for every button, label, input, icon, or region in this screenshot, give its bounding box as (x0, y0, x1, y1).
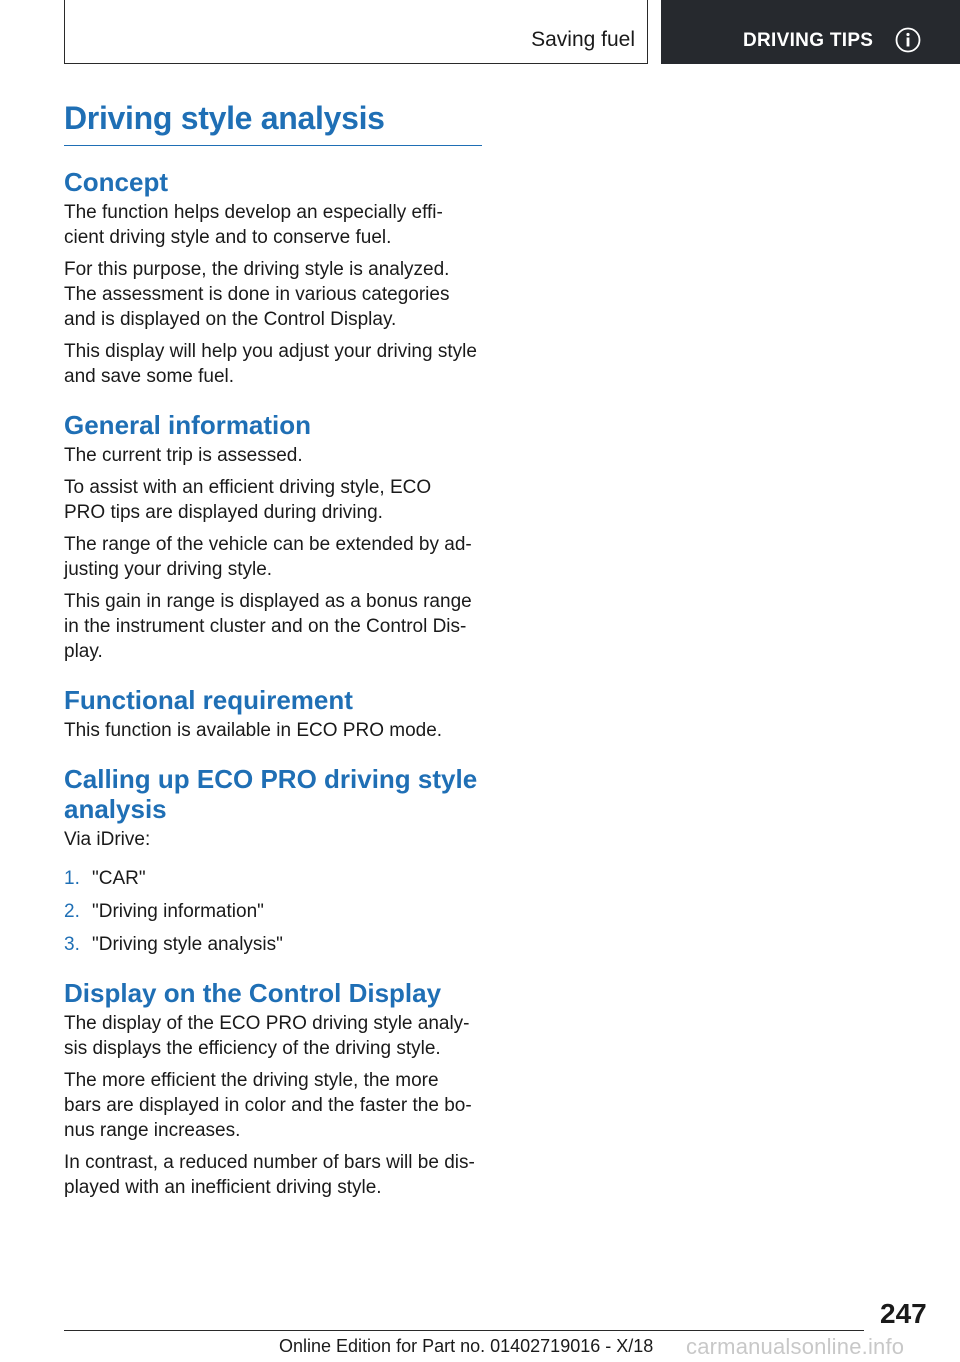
info-icon[interactable] (895, 27, 921, 53)
header-section-box (64, 0, 648, 64)
step-number: 3. (64, 934, 80, 955)
section-heading: General information (64, 410, 312, 440)
section-display-on-control-display (64, 978, 482, 1200)
list-item (64, 866, 482, 891)
paragraph: In contrast, a reduced number of bars will be dis- played with an inefficient driving style. (64, 1152, 475, 1198)
step-text: "Driving style analysis" (92, 934, 283, 955)
footer-divider (64, 1330, 864, 1331)
step-number: 1. (64, 868, 80, 889)
header-chapter-box (661, 0, 960, 64)
section-heading: Concept (64, 167, 168, 197)
paragraph: This display will help you adjust your driving style and save some fuel. (64, 341, 477, 387)
header-section-title: Saving fuel (531, 28, 635, 51)
section-general-information (64, 410, 482, 664)
paragraph: The current trip is assessed. (64, 445, 303, 466)
footer-watermark[interactable]: carmanualsonline.info (686, 1334, 905, 1359)
paragraph: The range of the vehicle can be extended by ad- justing your driving style. (64, 534, 472, 580)
paragraph: For this purpose, the driving style is analyzed. The assessment is done in various categories and is displayed on the Control Display. (64, 259, 450, 330)
step-list (64, 866, 482, 957)
paragraph: Via iDrive: (64, 829, 151, 850)
section-heading: Calling up ECO PRO driving style analysis (64, 764, 478, 824)
paragraph: The function helps develop an especially effi- cient driving style and to conserve fuel. (64, 202, 443, 248)
header-chapter-title: DRIVING TIPS (743, 30, 874, 51)
section-functional-requirement (64, 685, 482, 743)
paragraph: This function is available in ECO PRO mode. (64, 720, 443, 741)
paragraph: This gain in range is displayed as a bonus range in the instrument cluster and on the Control Dis- play. (64, 591, 472, 662)
section-calling-up-analysis (64, 764, 482, 957)
page-content (64, 100, 482, 1207)
section-heading: Display on the Control Display (64, 978, 442, 1008)
page-title: Driving style analysis (64, 100, 482, 146)
step-number: 2. (64, 901, 80, 922)
list-item (64, 899, 482, 924)
paragraph: To assist with an efficient driving style, ECO PRO tips are displayed during driving. (64, 477, 432, 523)
section-concept (64, 167, 482, 389)
list-item (64, 932, 482, 957)
step-text: "Driving information" (92, 901, 264, 922)
step-text: "CAR" (92, 868, 146, 889)
footer-edition: Online Edition for Part no. 01402719016 - X/18 (279, 1336, 654, 1356)
paragraph: The display of the ECO PRO driving style analy- sis displays the efficiency of the driving style. (64, 1013, 470, 1059)
page-number: 247 (880, 1298, 927, 1329)
paragraph: The more efficient the driving style, the more bars are displayed in color and the faster the bo- nus range increases. (64, 1070, 472, 1141)
section-heading: Functional requirement (64, 685, 353, 715)
